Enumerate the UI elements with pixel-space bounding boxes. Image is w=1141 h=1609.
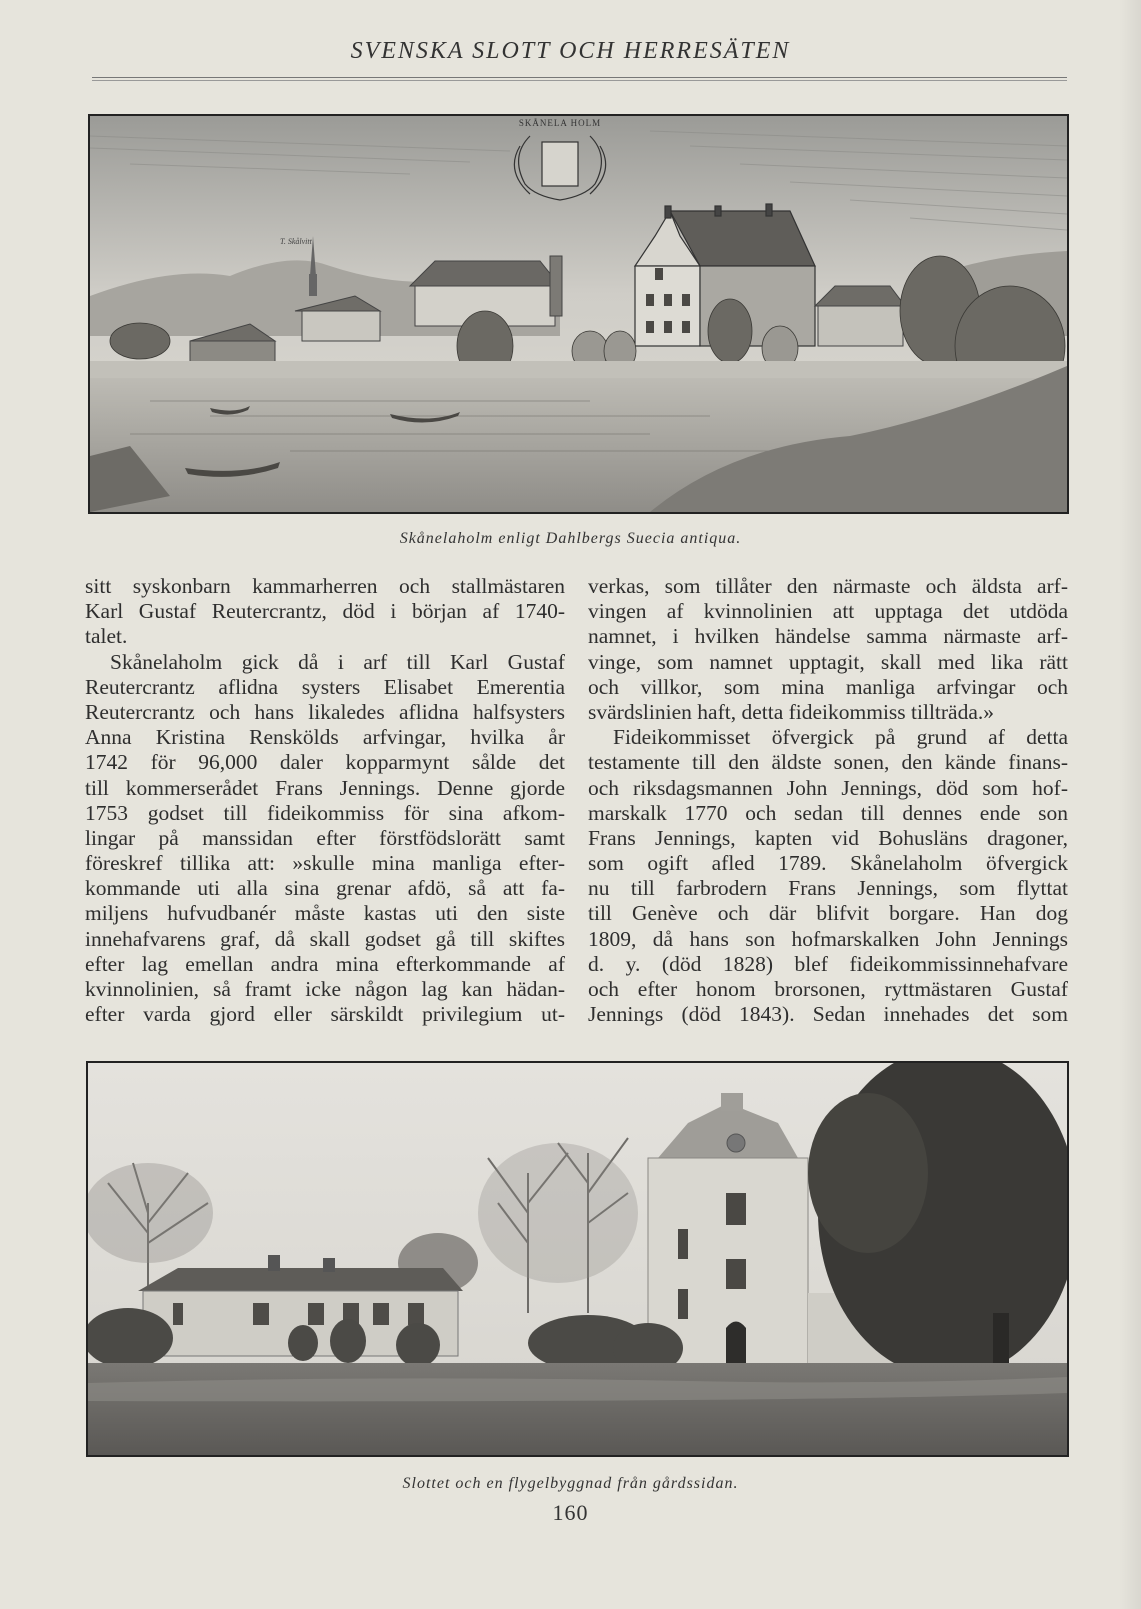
photograph-illustration (86, 1061, 1069, 1457)
header-rule-second (92, 80, 1067, 81)
page-edge-shadow (1119, 0, 1141, 1609)
text-line: föreskref tillika att: »skulle mina manliga efter- (85, 851, 565, 876)
engraved-title: SKÅNELA HOLM (518, 118, 602, 128)
text-line: innehafvarens graf, då skall godset gå till skiftes (85, 926, 565, 951)
text-line: Fideikommisset öfvergick på grund af detta (613, 725, 1068, 750)
running-head: SVENSKA SLOTT OCH HERRESÄTEN (350, 38, 791, 64)
text-line: Anna Kristina Renskölds arfvingar, hvilka år (85, 725, 565, 750)
coat-of-arms (542, 142, 578, 186)
text-line: verkas, som tillåter den närmaste och äldsta arf- (588, 574, 1068, 598)
church-label: T. Skålvitt (280, 237, 312, 246)
text-line: till kommerserådet Frans Jennings. Denne gjorde (85, 775, 565, 800)
text-line: 1809, då hans son hofmarskalken John Jennings (588, 926, 1068, 951)
top-figure-caption: Skånelaholm enligt Dahlbergs Suecia antiqua. (399, 530, 742, 547)
text-line: vingen af kvinnolinien att upptaga det utdöda (588, 599, 1068, 624)
text-line: testamente till den äldste sonen, den kände finans- (588, 750, 1068, 775)
text-line: Frans Jennings, kapten vid Bohusläns dragoner, (588, 825, 1068, 850)
text-line: kommande uti alla sina grenar afdö, så att fa- (85, 876, 565, 901)
bottom-figure-caption: Slottet och en flygelbyggnad från gårdssidan. (402, 1475, 739, 1492)
text-line: miljens hufvudbanér måste kastas uti den siste (85, 901, 565, 926)
text-line: Skånelaholm gick då i arf till Karl Gustaf (110, 649, 565, 674)
text-line: d. y. (död 1828) blef fideikommissinnehafvare (588, 951, 1068, 976)
page-number: 160 (552, 1500, 589, 1525)
text-line: och riksdagsmannen John Jennings, död som hof- (588, 775, 1068, 800)
photograph-drawing (88, 1063, 1067, 1455)
text-line: lingar på manssidan efter förstfödslorätt samt (85, 825, 565, 850)
text-line: och villkor, som mina manliga arfvingar och (588, 674, 1068, 699)
right-text-column (588, 574, 1068, 1027)
header-rule (92, 77, 1067, 78)
text-line: namnet, i hvilken händelse samma närmaste arf- (588, 624, 1068, 649)
text-line: nu till farbrodern Frans Jennings, som flyttat (588, 876, 1068, 901)
text-line: Reutercrantz aflidna systers Elisabet Emerentia (85, 674, 565, 699)
text-line: 1753 godset till fideikommiss för sina afkom- (85, 800, 565, 825)
text-line: till Genève och där blifvit borgare. Han dog (588, 901, 1068, 926)
text-line: Jennings (död 1843). Sedan innehades det som (588, 1002, 1068, 1027)
text-line: talet. (85, 624, 128, 649)
engraving-drawing (90, 116, 1067, 512)
text-line: Reutercrantz och hans likaledes aflidna halfsysters (85, 699, 565, 724)
text-line: svärdslinien haft, detta fideikommiss tillträda.» (588, 699, 995, 724)
text-line: kvinnolinien, så framt icke någon lag kan hädan- (85, 977, 565, 1001)
text-line: vinge, som namnet upptagit, skall med lika rätt (588, 649, 1068, 674)
engraving-illustration (88, 114, 1069, 514)
text-line: Karl Gustaf Reutercrantz, död i början af 1740- (85, 599, 565, 624)
text-line: efter lag emellan andra mina efterkommande af (85, 951, 565, 976)
text-line: efter varda gjord eller särskildt privilegium ut- (85, 1002, 565, 1027)
text-line: som ogift afled 1789. Skånelaholm öfvergick (588, 851, 1068, 876)
text-line: sitt syskonbarn kammarherren och stallmästaren (85, 574, 565, 598)
left-text-column (85, 574, 565, 1027)
text-line: marskalk 1770 och sedan till dennes ende son (588, 800, 1068, 825)
text-line: och efter honom brorsonen, ryttmästaren Gustaf (588, 977, 1068, 1001)
text-line: 1742 för 96,000 daler kopparmynt sålde det (85, 750, 565, 775)
